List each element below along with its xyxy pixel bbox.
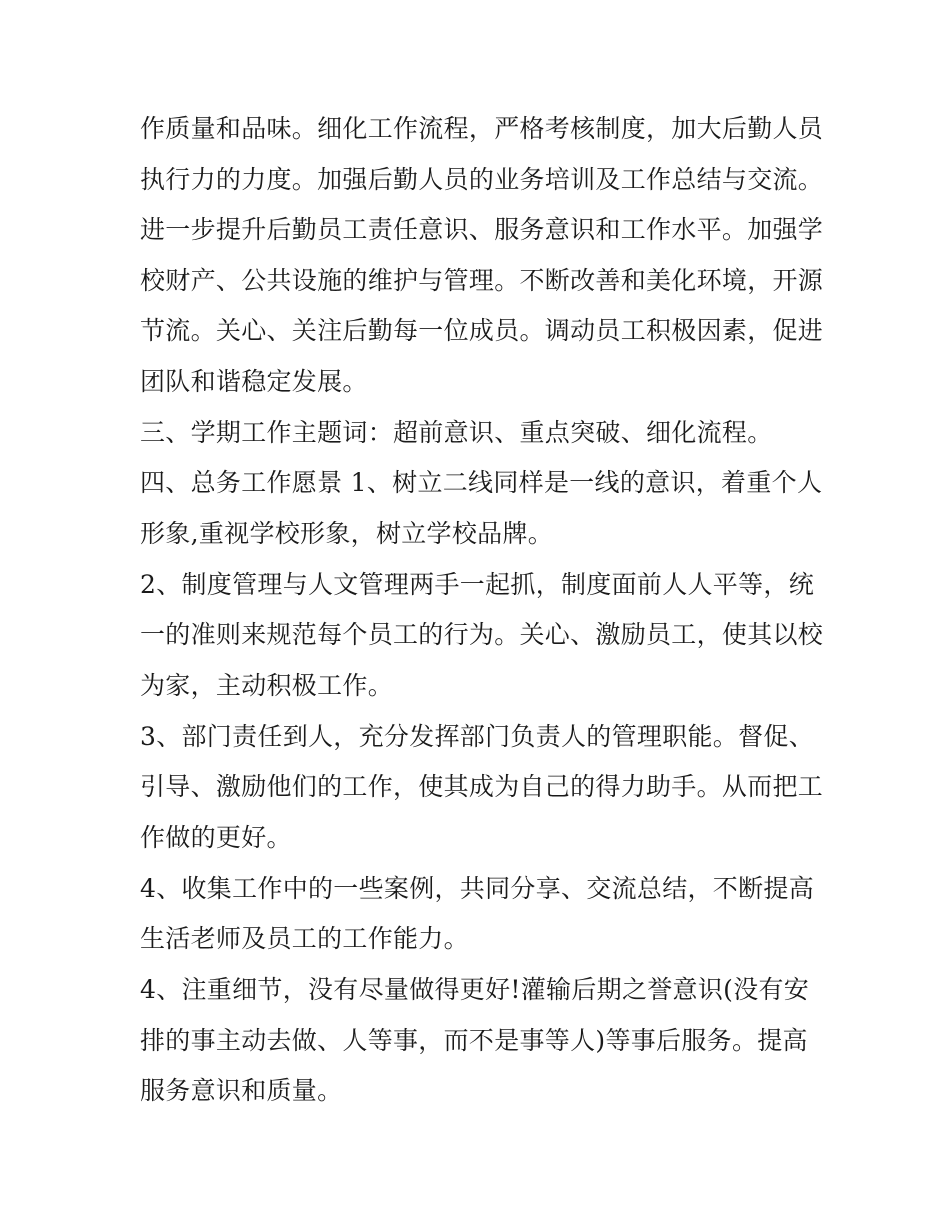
text-line: 服务意识和质量。 (140, 1076, 343, 1105)
text-line: 4、注重细节，没有尽量做得更好!灌输后期之誉意识(没有安 (140, 975, 810, 1004)
text-line: 节流。关心、关注后勤每一位成员。调动员工积极因素，促进 (140, 316, 824, 345)
text-line: 生活老师及员工的工作能力。 (140, 924, 469, 953)
text-line: 为家，主动积极工作。 (140, 671, 394, 700)
text-line: 一的准则来规范每个员工的行为。关心、激励员工，使其以校 (140, 620, 824, 649)
text-line: 作做的更好。 (140, 823, 292, 852)
text-line: 排的事主动去做、人等事，而不是事等人)等事后服务。提高 (140, 1026, 808, 1055)
text-line: 作质量和品味。细化工作流程，严格考核制度，加大后勤人员 (140, 114, 824, 143)
text-line: 执行力的力度。加强后勤人员的业务培训及工作总结与交流。 (140, 165, 824, 194)
text-line: 3、部门责任到人，充分发挥部门负责人的管理职能。督促、 (140, 722, 815, 751)
text-line: 进一步提升后勤员工责任意识、服务意识和工作水平。加强学 (140, 215, 824, 244)
text-line: 2、制度管理与人文管理两手一起抓，制度面前人人平等，统 (140, 570, 815, 599)
text-line: 4、收集工作中的一些案例，共同分享、交流总结，不断提高 (140, 874, 815, 903)
text-line: 团队和谐稳定发展。 (140, 367, 368, 396)
text-line: 引导、激励他们的工作，使其成为自己的得力助手。从而把工 (140, 772, 824, 801)
text-line: 三、学期工作主题词：超前意识、重点突破、细化流程。 (140, 418, 773, 447)
text-line: 校财产、公共设施的维护与管理。不断改善和美化环境，开源 (140, 266, 824, 295)
text-line: 形象,重视学校形象，树立学校品牌。 (140, 519, 554, 548)
text-line: 四、总务工作愿景 1、树立二线同样是一线的意识，着重个人 (140, 468, 823, 497)
